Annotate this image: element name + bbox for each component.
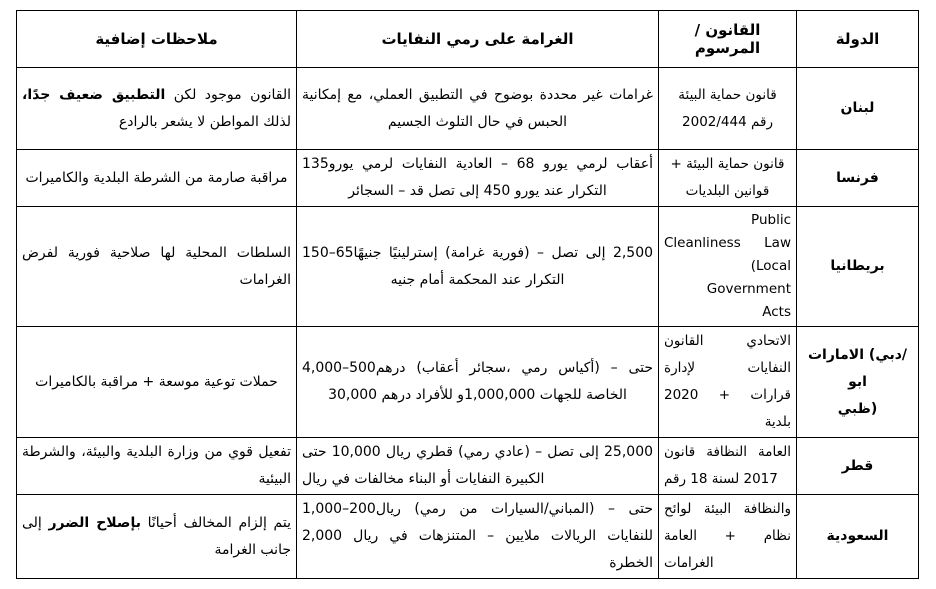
britain-notes-cell: السلطات المحلية لها صلاحية فورية لفرض الغرامات — [17, 207, 297, 327]
lebanon-fine-cell: غرامات غير محددة بوضوح في التطبيق العملي، مع إمكانية الحبس في حال التلوث الجسيم — [297, 68, 659, 150]
header-row — [17, 11, 919, 68]
qatar-law-cell: قانون ‎النظافة ‎العامة رقم ‎18 ‎لسنة ‎2017 — [659, 438, 797, 495]
uae-notes-cell: حملات توعية موسعة + مراقبة بالكاميرات — [17, 327, 297, 438]
uae-fine-cell: 4,000‎–‎500‎درهم ‎(أعقاب ‎سجائر، ‎رمي ‎أكياس) ‎– ‎حتى 30,000 ‎درهم ‎للأفراد ‎و‎1,000,000 ‎للجهات ‎الخاصة — [297, 327, 659, 438]
row-france — [17, 150, 919, 207]
header-law: القانون / المرسوم — [659, 11, 797, 68]
france-law-cell: قانون حماية البيئة + قوانين البلديات — [659, 150, 797, 207]
france-country-cell: فرنسا — [797, 150, 919, 207]
saudi-notes-cell: يتم إلزام المخالف أحيانًا بإصلاح الضرر إلى جانب الغرامة — [17, 495, 297, 579]
britain-law-cell: Public Cleanliness Law (Local Government Acts — [659, 207, 797, 327]
lebanon-law-cell: قانون حماية البيئة رقم 2002/444 — [659, 68, 797, 150]
france-notes-cell: مراقبة صارمة من الشرطة البلدية والكاميرات — [17, 150, 297, 207]
row-uae — [17, 327, 919, 438]
fines-comparison-table — [16, 10, 919, 579]
row-lebanon — [17, 68, 919, 150]
britain-fine-cell: 150‎–‎65‎جنيهًا ‎إسترلينيًا ‎(غرامة ‎فورية) ‎– ‎تصل ‎إلى ‎2,500 جنيه ‎أمام ‎المحكمة ‎عند ‎التكرار — [297, 207, 659, 327]
saudi-fine-cell: 1,000‎–‎200‎ريال ‎(رمي ‎من ‎السيارات/‎المباني) ‎– ‎حتى 2,000 ‎ريال ‎في ‎المتنزهات ‎– ‎ملايين ‎الريالات ‎للنفايات الخطرة — [297, 495, 659, 579]
lebanon-notes-cell: القانون موجود لكن التطبيق ضعيف جدًا، لذلك المواطن لا يشعر بالرادع — [17, 68, 297, 150]
saudi-country-cell: السعودية — [797, 495, 919, 579]
row-qatar — [17, 438, 919, 495]
lebanon-country-cell: لبنان — [797, 68, 919, 150]
row-saudi — [17, 495, 919, 579]
uae-law-cell: القانون ‎الاتحادي لإدارة ‎النفايات 2020 ‎+ ‎قرارات بلدية — [659, 327, 797, 438]
france-fine-cell: 135‎يورو ‎لرمي ‎النفايات ‎العادية ‎– ‎68 ‎يورو ‎لرمي ‎أعقاب السجائر ‎– ‎قد ‎تصل ‎إلى ‎450 ‎يورو ‎عند ‎التكرار — [297, 150, 659, 207]
header-fine: الغرامة على رمي النفايات — [297, 11, 659, 68]
qatar-notes-cell: تفعيل قوي من وزارة البلدية والبيئة، والشرطة البيئية — [17, 438, 297, 495]
row-britain — [17, 207, 919, 327]
qatar-fine-cell: حتى ‎10,000 ‎ريال ‎قطري ‎(رمي ‎عادي) ‎– ‎تصل ‎إلى ‎25,000 ريال ‎في ‎مخالفات ‎البناء ‎أو ‎النفايات ‎الكبيرة — [297, 438, 659, 495]
saudi-law-cell: لوائح ‎البيئة ‎والنظافة العامة ‎+ ‎نظام الغرامات — [659, 495, 797, 579]
uae-country-cell: الامارات ‎(دبي/‎ ابو ظبي) — [797, 327, 919, 438]
qatar-country-cell: قطر — [797, 438, 919, 495]
header-notes: ملاحظات إضافية — [17, 11, 297, 68]
britain-country-cell: بريطانيا — [797, 207, 919, 327]
header-country: الدولة — [797, 11, 919, 68]
